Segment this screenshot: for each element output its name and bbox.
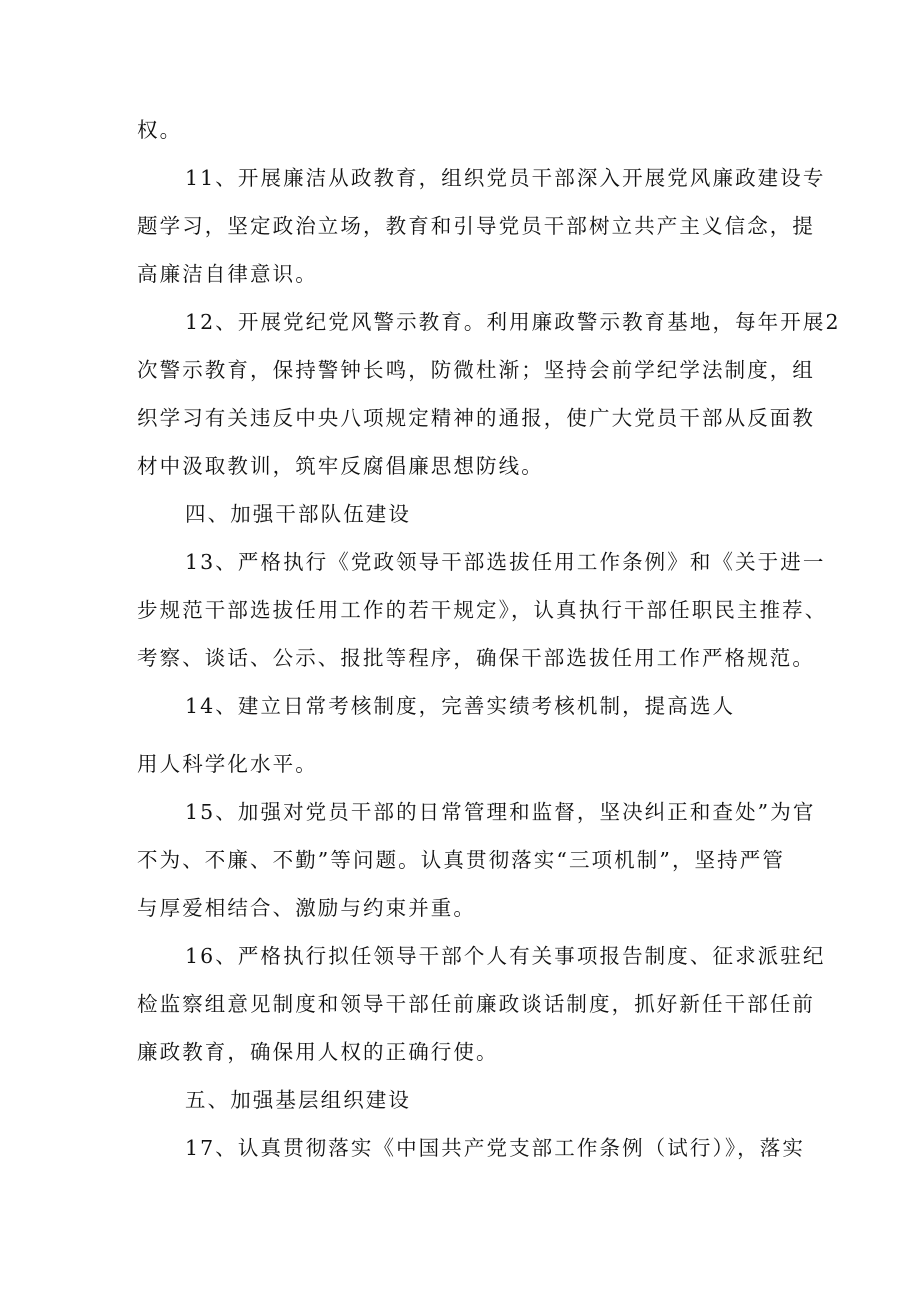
text-line: 用人科学化水平。 xyxy=(137,752,318,776)
text-line: 题学习，坚定政治立场，教育和引导党员干部树立共产主义信念，提 xyxy=(137,214,815,238)
text-line: 次警示教育，保持警钟长鸣，防微杜渐；坚持会前学纪学法制度，组 xyxy=(137,358,815,382)
text-line: 步规范干部选拔任用工作的若干规定》，认真执行干部任职民主推荐、 xyxy=(137,598,828,622)
text-line: 高廉洁自律意识。 xyxy=(137,262,318,286)
text-line: 不为、不廉、不勤”等问题。认真贯彻落实“三项机制”，坚持严管 xyxy=(137,848,785,872)
paragraph-13-line: 13、严格执行《党政领导干部选拔任用工作条例》和《关于进一 xyxy=(185,550,826,574)
text-line: 材中汲取教训，筑牢反腐倡廉思想防线。 xyxy=(137,454,544,478)
text-line: 检监察组意见制度和领导干部任前廉政谈话制度，抓好新任干部任前 xyxy=(137,992,815,1016)
paragraph-12-line: 12、开展党纪党风警示教育。利用廉政警示教育基地，每年开展2 xyxy=(185,310,841,334)
paragraph-15-line: 15、加强对党员干部的日常管理和监督，坚决纠正和查处”为官 xyxy=(185,800,816,824)
paragraph-17-line: 17、认真贯彻落实《中国共产党支部工作条例（试行）》，落实 xyxy=(185,1136,805,1160)
text-line: 廉政教育，确保用人权的正确行使。 xyxy=(137,1040,499,1064)
paragraph-16-line: 16、严格执行拟任领导干部个人有关事项报告制度、征求派驻纪 xyxy=(185,944,826,968)
paragraph-11-line: 11、开展廉洁从政教育，组织党员干部深入开展党风廉政建设专 xyxy=(185,166,826,190)
text-line: 权。 xyxy=(137,118,183,142)
section-heading-5: 五、加强基层组织建设 xyxy=(185,1088,411,1112)
text-line: 考察、谈话、公示、报批等程序，确保干部选拔任用工作严格规范。 xyxy=(137,646,815,670)
text-line: 与厚爱相结合、激励与约束并重。 xyxy=(137,896,476,920)
text-line: 织学习有关违反中央八项规定精神的通报，使广大党员干部从反面教 xyxy=(137,406,815,430)
section-heading-4: 四、加强干部队伍建设 xyxy=(185,502,411,526)
paragraph-14-line: 14、建立日常考核制度，完善实绩考核机制，提高选人 xyxy=(185,694,736,718)
